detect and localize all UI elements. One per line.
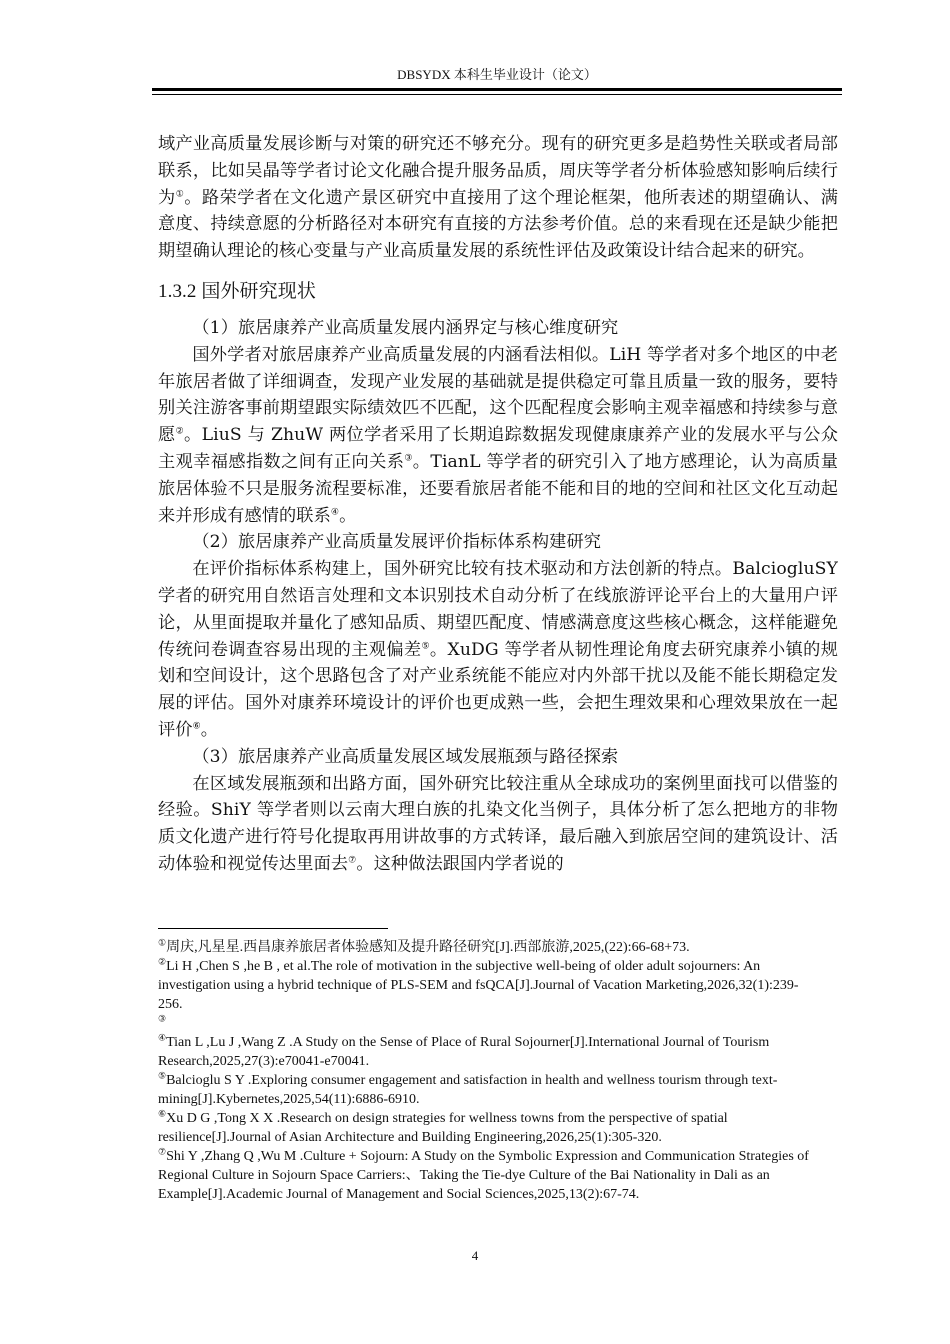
- paragraph-text: 域产业高质量发展诊断与对策的研究还不够充分。现有的研究更多是趋势性关联或者局部联系，比如吴晶等学者讨论文化融合提升服务品质，周庆等学者分析体验感知影响后续行为: [158, 134, 838, 208]
- footnote-ref[interactable]: ⑦: [348, 855, 357, 866]
- paragraph-evaluation-index: [158, 556, 838, 744]
- footnote-ref[interactable]: ①: [175, 188, 185, 199]
- footnote-3: [158, 1014, 818, 1033]
- footnote-ref[interactable]: ③: [404, 453, 413, 464]
- footnote-number: ③: [158, 1013, 167, 1024]
- footnote-text: Li H ,Chen S ,he B , et al.The role of motivation in the subjective well-being of older adult sojourners: An investigation using a hybrid technique of PLS-SEM and fsQCA[J].Journal of Vacation Marketing,2026,32(1):239-256.: [158, 959, 799, 1012]
- paragraph-text: 在评价指标体系构建上，国外研究比较有技术驱动和方法创新的特点。BalciogluSY 学者的研究用自然语言处理和文本识别技术自动分析了在线旅游评论平台上的大量用户评论，从里面提取并量化了感知品质、期望匹配度、情感满意度这些核心概念，这样能避免传统问卷调查容易出现的主观偏差: [158, 559, 838, 660]
- paragraph-text: 。LiuS 与 ZhuW 两位学者采用了长期追踪数据发现健康康养产业的发展水平与公众主观幸福感指数之间有正向关系: [158, 425, 838, 472]
- footnote-1: [158, 938, 818, 957]
- header-rule-thick: [152, 88, 842, 91]
- footnote-text: Balcioglu S Y .Exploring consumer engagement and satisfaction in health and wellness tourism through text-mining[J].Kybernetes,2025,54(11):6886-6910.: [158, 1073, 778, 1107]
- header-rule-thin: [152, 94, 842, 95]
- footnote-text: Xu D G ,Tong X X .Research on design strategies for wellness towns from the perspective of spatial resilience[J].Journal of Asian Architecture and Building Engineering,2026,25(1):305-320.: [158, 1111, 728, 1145]
- footnotes: [158, 938, 818, 1204]
- body-text: [158, 131, 838, 878]
- footnote-5: [158, 1071, 818, 1109]
- subheading-2: （2）旅居康养产业高质量发展评价指标体系构建研究: [192, 532, 602, 553]
- paragraph-foreign-connotation: [158, 342, 838, 530]
- footnote-text: Tian L ,Lu J ,Wang Z .A Study on the Sense of Place of Rural Sojourner[J].International Journal of Tourism Research,2025,27(3):e70041-e70041.: [158, 1035, 770, 1069]
- paragraph-text: 。XuDG 等学者从韧性理论角度去研究康养小镇的规划和空间设计，这个思路包含了对产业系统能不能应对内外部干扰以及能不能长期稳定发展的评估。国外对康养环境设计的评价也更成熟一些，会把生理效果和心理效果放在一起评价: [158, 639, 838, 740]
- paragraph-text: 。这种做法跟国内学者说的: [356, 853, 564, 874]
- page-number: 4: [471, 1248, 479, 1263]
- page-header: DBSYDX 本科生毕业设计（论文）: [397, 67, 597, 82]
- paragraph-text: 。路荣学者在文化遗产景区研究中直接用了这个理论框架，他所表述的期望确认、满意度、持续意愿的分析路径对本研究有直接的方法参考价值。总的来看现在还是缺少能把期望确认理论的核心变量与产业高质量发展的系统性评估及政策设计结合起来的研究。: [158, 187, 838, 262]
- footnote-number: ②: [158, 956, 167, 967]
- subheading-3: （3）旅居康养产业高质量发展区域发展瓶颈与路径探索: [192, 746, 619, 767]
- footnote-number: ⑦: [158, 1146, 167, 1157]
- paragraph-continuation: [158, 131, 838, 265]
- footnote-6: [158, 1109, 818, 1147]
- footnote-ref[interactable]: ④: [330, 506, 340, 517]
- footnote-number: ⑤: [158, 1070, 167, 1081]
- section-heading: 1.3.2 国外研究现状: [158, 280, 316, 302]
- footnote-text: Shi Y ,Zhang Q ,Wu M .Culture + Sojourn: A Study on the Symbolic Expression and Communication Strategies of Regional Culture in Sojourn Space Carriers:、Taking the Tie-dye Culture of the Bai Nationality in Dali as an Example[J].Academic Journal of Management and Social Sciences,2025,13(2):67-74.: [158, 1149, 809, 1202]
- paragraph-text: 。TianL 等学者的研究引入了地方感理论，认为高质量旅居体验不只是服务流程要标准，还要看旅居者能不能和目的地的空间和社区文化互动起来并形成有感情的联系: [158, 451, 839, 526]
- paragraph-text: 国外学者对旅居康养产业高质量发展的内涵看法相似。LiH 等学者对多个地区的中老年旅居者做了详细调查，发现产业发展的基础就是提供稳定可靠且质量一致的服务，要特别关注游客事前期望跟实际绩效匹不匹配，这个匹配程度会影响主观幸福感和持续参与意愿: [158, 344, 838, 446]
- footnote-separator: [158, 928, 388, 929]
- paragraph-text: 。: [200, 719, 219, 740]
- footnote-2: [158, 957, 818, 1014]
- footnote-ref[interactable]: ②: [175, 426, 185, 437]
- footnote-4: [158, 1033, 818, 1071]
- footnote-7: [158, 1147, 818, 1204]
- footnote-number: ④: [158, 1032, 167, 1043]
- paragraph-regional-bottleneck: [158, 771, 838, 878]
- footnote-ref[interactable]: ⑥: [192, 721, 201, 732]
- paragraph-text: 在区域发展瓶颈和出路方面，国外研究比较注重从全球成功的案例里面找可以借鉴的经验。ShiY 等学者则以云南大理白族的扎染文化当例子，具体分析了怎么把地方的非物质文化遗产进行符号化提取再用讲故事的方式转译，最后融入到旅居空间的建筑设计、活动体验和视觉传达里面去: [158, 773, 838, 874]
- footnote-number: ①: [158, 937, 167, 948]
- subheading-1: （1）旅居康养产业高质量发展内涵界定与核心维度研究: [192, 317, 619, 338]
- paragraph-text: 。: [339, 505, 357, 526]
- footnote-ref[interactable]: ⑤: [421, 640, 430, 651]
- footnote-text: 周庆,凡星星.西昌康养旅居者体验感知及提升路径研究[J].西部旅游,2025,(22):66-68+73.: [166, 940, 690, 955]
- footnote-number: ⑥: [158, 1108, 167, 1119]
